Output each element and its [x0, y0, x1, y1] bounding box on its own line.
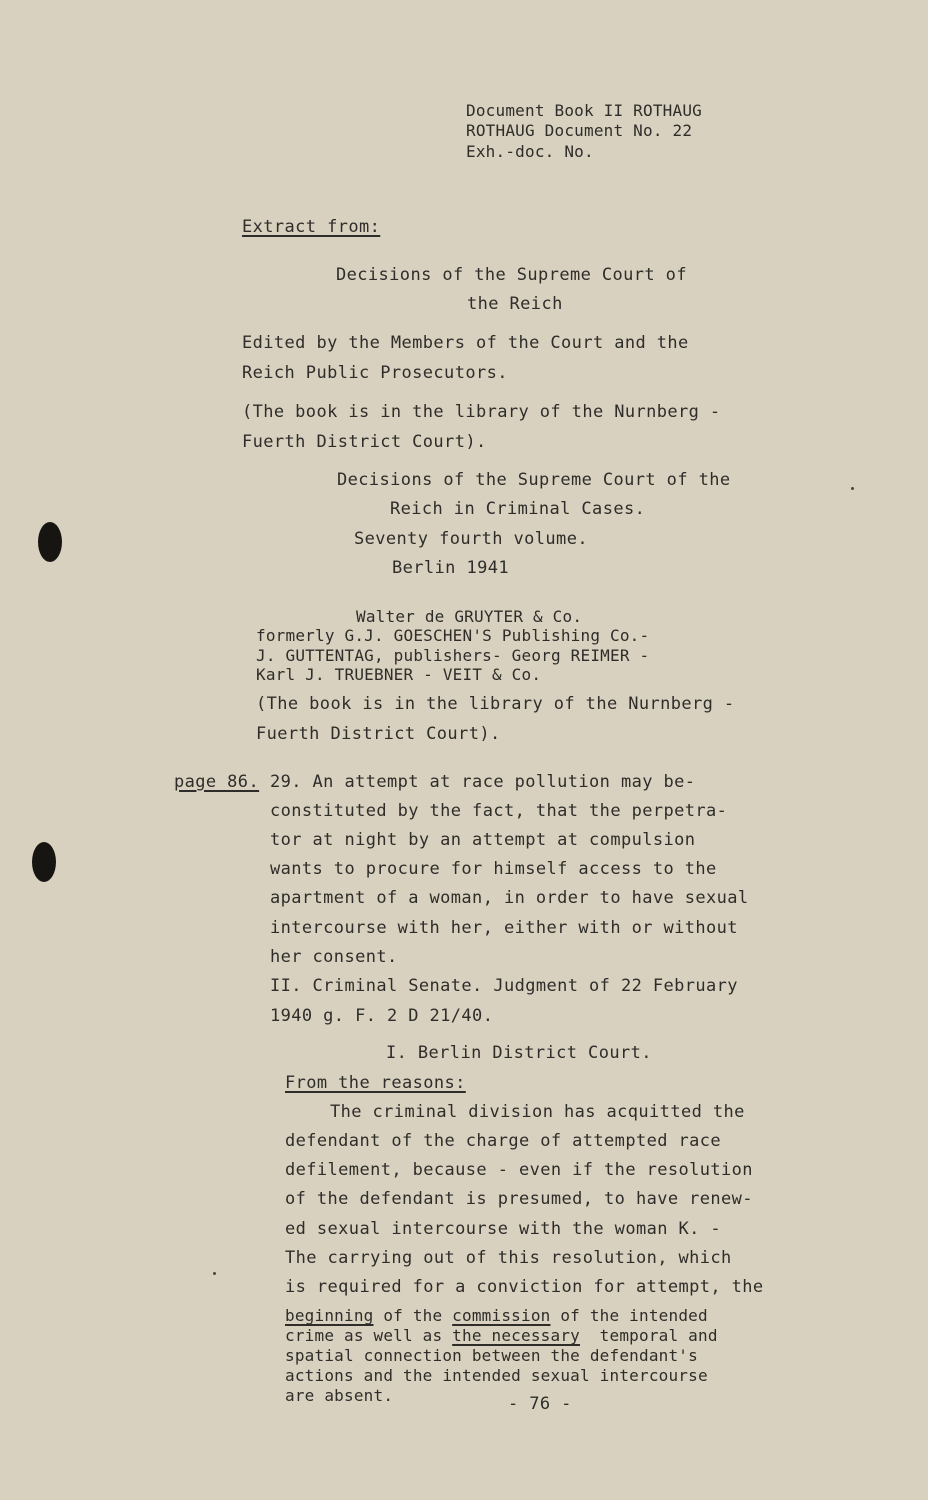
page-number: - 76 - — [508, 1394, 572, 1414]
underlined-commission: commission — [452, 1306, 551, 1325]
punch-hole-bottom — [32, 842, 56, 882]
headnote-line-7: her consent. — [270, 947, 398, 967]
header-line-3: Exh.-doc. No. — [466, 142, 594, 161]
publisher-line-1: Walter de GRUYTER & Co. — [356, 607, 583, 626]
body-line-10: spatial connection between the defendant's — [285, 1346, 698, 1365]
source1-edited-2: Reich Public Prosecutors. — [242, 363, 508, 383]
headnote-line-4: wants to procure for himself access to the — [270, 859, 717, 879]
body-line-3: defilement, because - even if the resolution — [285, 1160, 753, 1180]
headnote-line-2: constituted by the fact, that the perpetra- — [270, 801, 728, 821]
header-line-2: ROTHAUG Document No. 22 — [466, 121, 693, 140]
source2-line-1: Decisions of the Supreme Court of the — [337, 470, 731, 490]
publisher-line-4: Karl J. TRUEBNER - VEIT & Co. — [256, 665, 542, 684]
body-line-7: is required for a conviction for attempt, the — [285, 1277, 764, 1297]
source1-title-2: the Reich — [467, 294, 563, 314]
judgment-line-1: II. Criminal Senate. Judgment of 22 February — [270, 976, 738, 996]
header-line-1: Document Book II ROTHAUG — [466, 101, 702, 120]
body-line-5: ed sexual intercourse with the woman K. - — [285, 1219, 722, 1239]
underlined-necessary: the necessary — [452, 1326, 580, 1345]
body-line-8 — [285, 1306, 708, 1325]
source1-edited-1: Edited by the Members of the Court and the — [242, 333, 689, 353]
headnote-line-6: intercourse with her, either with or without — [270, 918, 738, 938]
judgment-line-2: 1940 g. F. 2 D 21/40. — [270, 1006, 494, 1026]
headnote-line-1: 29. An attempt at race pollution may be- — [270, 772, 696, 792]
publisher-line-3: J. GUTTENTAG, publishers- Georg REIMER - — [256, 646, 650, 665]
extract-label: Extract from: — [242, 217, 381, 237]
body-line-12: are absent. — [285, 1386, 394, 1405]
body-line-11: actions and the intended sexual intercourse — [285, 1366, 708, 1385]
court-line: I. Berlin District Court. — [386, 1043, 652, 1063]
body-line-2: defendant of the charge of attempted race — [285, 1131, 722, 1151]
page-reference: page 86. — [174, 772, 260, 792]
source1-title-1: Decisions of the Supreme Court of — [336, 265, 687, 285]
underlined-beginning: beginning — [285, 1306, 374, 1325]
headnote-line-3: tor at night by an attempt at compulsion — [270, 830, 696, 850]
body-line-4: of the defendant is presumed, to have renew- — [285, 1189, 753, 1209]
punch-hole-top — [38, 522, 62, 562]
source2-line-3: Seventy fourth volume. — [354, 529, 588, 549]
body-line-8-end: of the intended — [550, 1306, 708, 1325]
source2-line-2: Reich in Criminal Cases. — [390, 499, 646, 519]
publisher-note-2: Fuerth District Court). — [256, 724, 501, 744]
headnote-line-5: apartment of a woman, in order to have sexual — [270, 888, 749, 908]
source1-note-1: (The book is in the library of the Nurnberg - — [242, 402, 721, 422]
body-line-6: The carrying out of this resolution, which — [285, 1248, 732, 1268]
publisher-line-2: formerly G.J. GOESCHEN'S Publishing Co.- — [256, 626, 650, 645]
source2-line-4: Berlin 1941 — [392, 558, 509, 578]
body-line-9-end: temporal and — [580, 1326, 718, 1345]
body-line-9 — [285, 1326, 718, 1345]
speck — [213, 1272, 216, 1275]
publisher-note-1: (The book is in the library of the Nurnberg - — [256, 694, 735, 714]
speck — [851, 487, 854, 490]
reasons-label: From the reasons: — [285, 1073, 466, 1093]
body-line-9-part: crime as well as — [285, 1326, 453, 1345]
body-line-8-part: of the — [373, 1306, 453, 1325]
body-line-1: The criminal division has acquitted the — [330, 1102, 745, 1122]
source1-note-2: Fuerth District Court). — [242, 432, 487, 452]
